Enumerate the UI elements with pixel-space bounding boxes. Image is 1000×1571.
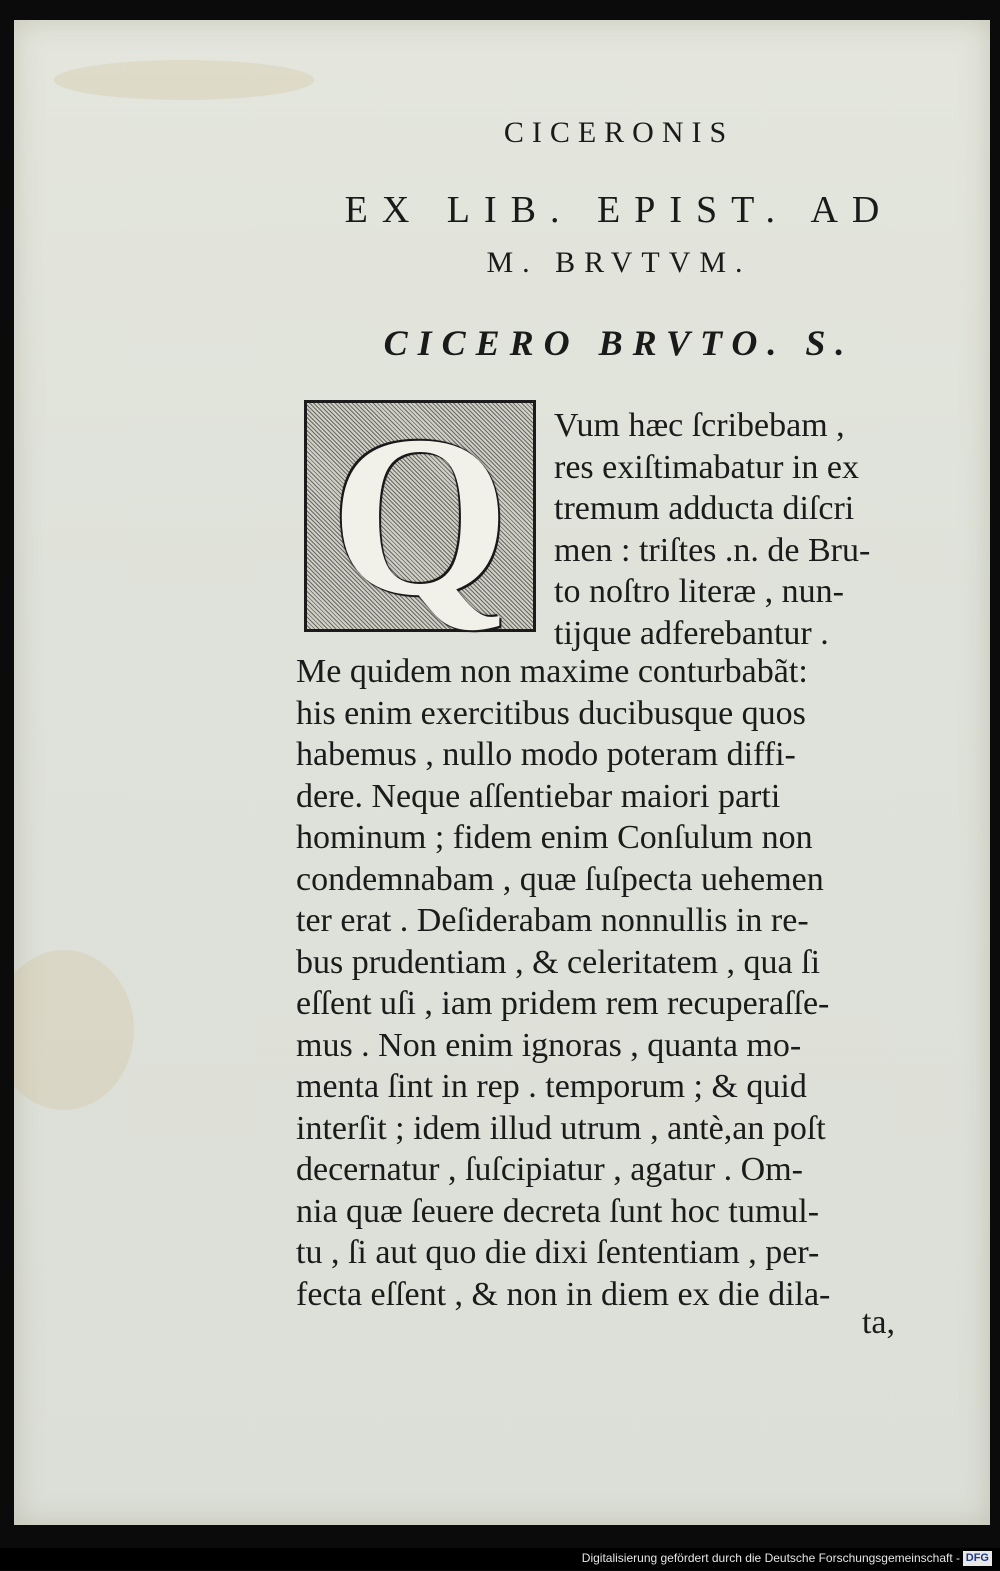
text-line: Me quidem non maxime conturbabãt:	[296, 653, 808, 690]
paper-stain	[54, 60, 314, 100]
text-line: eſſent uſi , iam pridem rem recuperaſſe-	[296, 985, 830, 1022]
text-line: fecta eſſent , & non in diem ex die dila-	[296, 1275, 831, 1313]
header-source: EX LIB. EPIST. AD	[344, 189, 894, 231]
header-recipient: M. BRVTVM.	[486, 246, 752, 279]
text-line: menta ſint in rep . temporum ; & quid	[296, 1068, 807, 1105]
text-line: interſit ; idem illud utrum , antè,an poſt	[296, 1109, 826, 1147]
footer-credit: Digitalisierung gefördert durch die Deutsche Forschungsgemeinschaft -	[581, 1551, 960, 1565]
text-line: nia quæ ſeuere decreta ſunt hoc tumul-	[296, 1192, 820, 1230]
initial-letter: Q	[330, 388, 510, 643]
catchword: ta,	[861, 1304, 895, 1341]
text-line: condemnabam , quæ ſuſpecta uehemen	[296, 860, 824, 898]
digitization-footer	[0, 1548, 1000, 1570]
dfg-logo: DFG	[963, 1551, 992, 1566]
text-line: dere. Neque aſſentiebar maiori parti	[296, 777, 781, 815]
text-line: Vum hæc ſcribebam ,	[554, 407, 845, 444]
body-text-block	[296, 651, 830, 1315]
text-line: to noſtro literæ , nun-	[554, 573, 844, 610]
header-author: CICERONIS	[503, 116, 735, 149]
decorated-initial	[304, 388, 536, 643]
letter-salutation: CICERO BRVTO. S.	[383, 323, 855, 363]
text-line: bus prudentiam , & celeritatem , qua ſi	[296, 943, 821, 981]
book-page	[14, 20, 990, 1525]
text-line: decernatur , ſuſcipiatur , agatur . Om-	[296, 1151, 803, 1188]
text-line: men : triſtes .n. de Bru-	[554, 531, 871, 569]
text-line: his enim exercitibus ducibusque quos	[296, 694, 806, 732]
text-line: ter erat . Deſiderabam nonnullis in re-	[296, 902, 809, 939]
paper-stain	[14, 950, 134, 1110]
text-line: habemus , nullo modo poteram diffi-	[296, 736, 796, 773]
text-line: hominum ; fidem enim Conſulum non	[296, 819, 813, 856]
text-line: tijque adferebantur .	[554, 614, 829, 652]
text-line: tu , ſi aut quo die dixi ſententiam , per-	[296, 1234, 820, 1271]
text-line: tremum adducta diſcri	[554, 490, 855, 527]
text-line: mus . Non enim ignoras , quanta mo-	[296, 1026, 802, 1064]
first-lines-block	[554, 405, 870, 654]
text-line: res exiſtimabatur in ex	[554, 448, 859, 486]
